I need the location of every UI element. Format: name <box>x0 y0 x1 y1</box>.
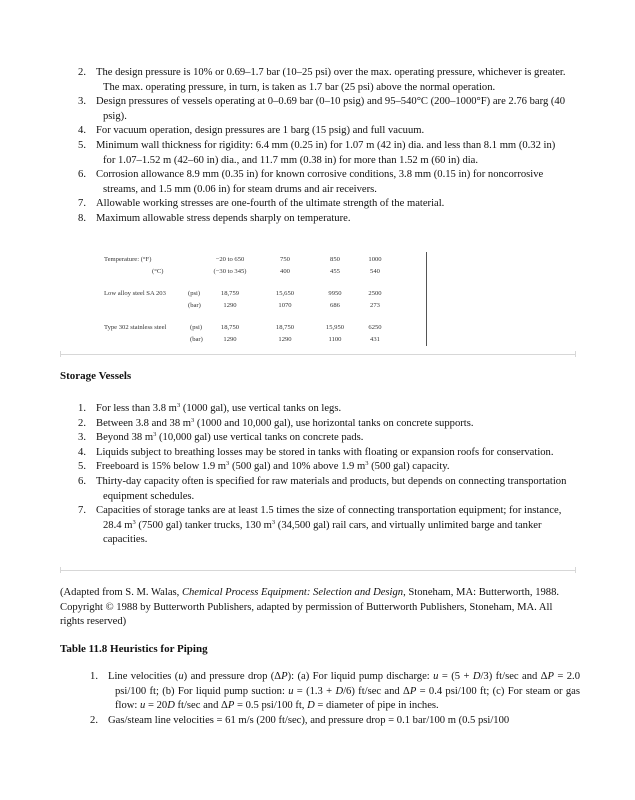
book-title: Chemical Process Equipment: Selection and Design <box>181 587 404 598</box>
table-cell: 18,750 <box>220 324 240 331</box>
piping-heuristics-list <box>80 670 580 728</box>
table-cell: 1100 <box>328 336 342 343</box>
list-item: 5. Minimum wall thickness for rigidity: 6.4 mm (0.25 in) for 1.07 m (42 in) dia. and less than 8.1 mm (0.32 in) for 1.07–1.52 m (42–60 in) dia., and 11.7 mm (0.38 in) for more than 1.52 m (60 in) dia. <box>78 139 556 166</box>
unit-label: (bar) <box>190 336 203 343</box>
table-cell: 9950 <box>328 290 342 297</box>
table-cell: 6250 <box>368 324 382 331</box>
table-cell: 540 <box>370 268 380 275</box>
list-item: 2. Gas/steam line velocities = 61 m/s (200 ft/sec), and pressure drop = 0.1 bar/100 m (0.5 psi/100 <box>90 714 510 726</box>
material-302-label: Type 302 stainless steel <box>104 324 167 331</box>
table-cell: 455 <box>330 268 340 275</box>
table-cell: 2500 <box>368 290 382 297</box>
temp-f-label: Temperature: (°F) <box>104 256 152 263</box>
table-cell: 273 <box>370 302 380 309</box>
unit-label: (psi) <box>188 290 201 297</box>
pressure-heuristics-list <box>68 66 568 227</box>
storage-vessels-heading: Storage Vessels <box>60 370 132 382</box>
table-cell: 15,950 <box>325 324 345 331</box>
storage-heuristics-list <box>68 402 568 548</box>
piping-table-heading: Table 11.8 Heuristics for Piping <box>60 643 208 655</box>
table-cell: −20 to 650 <box>215 256 245 263</box>
unit-label: (bar) <box>188 302 201 309</box>
list-item: 3. Beyond 38 $m^3$ (10,000 gal) use vertical tanks on concrete pads. <box>78 431 364 444</box>
list-item: 5. Freeboard is 15% below 1.9 $m^3$ (500 gal) and 10% above 1.9 $m^3$ (500 gal) capacity. <box>78 460 450 473</box>
list-item: 4. Liquids subject to breathing losses may be stored in tanks with floating or expansion roofs for conservation. <box>78 446 554 458</box>
temp-c-label: (°C) <box>152 268 164 275</box>
list-item: 1. For less than 3.8 $m^3$ (1000 gal), use vertical tanks on legs. <box>78 402 342 414</box>
section-divider <box>60 570 576 571</box>
list-item: 2. Between 3.8 and 38 $m^3$ (1000 and 10,000 gal), use horizontal tanks on concrete supports. <box>78 416 474 429</box>
list-item: 2. The design pressure is 10% or 0.69–1.7 bar (10–25 psi) over the max. operating pressure, whichever is greater. The max. operating pressure, in turn, is taken as 1.7 bar (25 psi) above the normal operation. <box>78 67 566 93</box>
list-item: 7. Allowable working stresses are one-fourth of the ultimate strength of the material. <box>78 198 445 210</box>
list-item: 7. Capacities of storage tanks are at least 1.5 times the size of connecting transportation equipment; for instance, 28.4 $m^3$ (7500 gal) tanker trucks, 130 $m^3$ (34,500 gal) rail cars, and virtually unlimited barge and tanker capacities. <box>78 505 562 546</box>
table-cell: 18,750 <box>275 324 295 331</box>
table-cell: 1070 <box>278 302 292 309</box>
table-cell: 1290 <box>223 336 237 343</box>
material-sa203-label: Low alloy steel SA 203 <box>104 290 166 297</box>
unit-label: (psi) <box>190 324 203 331</box>
section-divider <box>60 354 576 355</box>
list-item: 6. Corrosion allowance 8.9 mm (0.35 in) for known corrosive conditions, 3.8 mm (0.15 in) for noncorrosive streams, and 1.5 mm (0.06 in) for steam drums and air receivers. <box>78 169 544 195</box>
table-cell: 18,759 <box>220 290 240 297</box>
table-cell: 1290 <box>278 336 292 343</box>
citation-paragraph: (Adapted from S. M. Walas, Chemical Process Equipment: Selection and Design, Stoneham, MA: Butterworth, 1988. Copyright © 1988 by Butterworth Publishers, adapted by permission of Butterworth Publishers, Stoneham, MA. All rights reserved) <box>60 587 560 628</box>
table-cell: 1290 <box>223 302 237 309</box>
table-cell: 400 <box>280 268 290 275</box>
allowable-stress-table <box>104 252 428 348</box>
table-cell: 431 <box>370 336 380 343</box>
list-item: 8. Maximum allowable stress depends sharply on temperature. <box>78 212 351 224</box>
table-right-border <box>426 252 427 346</box>
table-cell: 15,650 <box>275 290 295 297</box>
list-item: 3. Design pressures of vessels operating at 0–0.69 bar (0–10 psig) and 95–540°C (200–1000°F) are 2.76 barg (40 psig). <box>78 96 566 122</box>
list-item: 1. Line velocities (u) and pressure drop (ΔP): (a) For liquid pump discharge: u = (5 + D/3) ft/sec and ΔP = 2.0 psi/100 ft; (b) For liquid pump suction: u = (1.3 + D/6) ft/sec and ΔP = 0.4 psi/100 ft; (c) For steam or gas flow: u = 20D ft/sec and ΔP = 0.5 psi/100 ft, D = diameter of pipe in inches. <box>90 671 580 712</box>
table-cell: 686 <box>330 302 340 309</box>
table-cell: (−30 to 345) <box>213 268 247 275</box>
table-cell: 1000 <box>368 256 382 263</box>
table-cell: 850 <box>330 256 340 263</box>
table-cell: 750 <box>280 256 290 263</box>
list-item: 4. For vacuum operation, design pressures are 1 barg (15 psig) and full vacuum. <box>78 125 425 137</box>
list-item: 6. Thirty-day capacity often is specified for raw materials and products, but depends on connecting transportation equipment schedules. <box>78 475 567 502</box>
